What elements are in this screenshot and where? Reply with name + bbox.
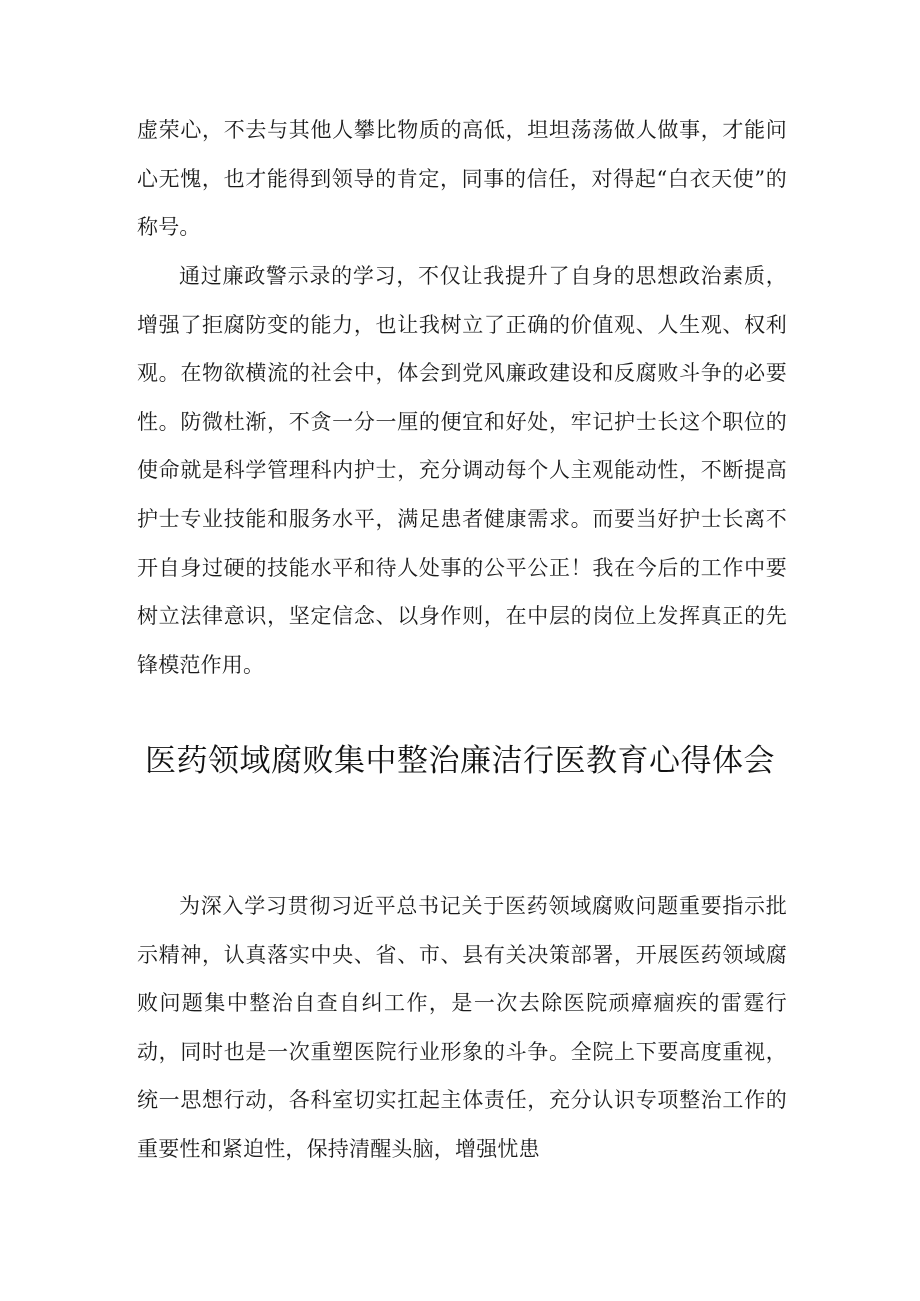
paragraph-continued: 虚荣心，不去与其他人攀比物质的高低，坦坦荡荡做人做事，才能问心无愧，也才能得到领导的肯定，同事的信任，对得起“白衣天使”的称号。 (137, 118, 787, 240)
paragraph-reflection: 通过廉政警示录的学习，不仅让我提升了自身的思想政治素质，增强了拒腐防变的能力，也让我树立了正确的价值观、人生观、权利观。在物欲横流的社会中，体会到党风廉政建设和反腐败斗争的必要性。防微杜渐，不贪一分一厘的便宜和好处，牢记护士长这个职位的使命就是科学管理科内护士，充分调动每个人主观能动性，不断提高护士专业技能和服务水平，满足患者健康需求。而要当好护士长离不开自身过硬的技能水平和待人处事的公平公正！我在今后的工作中要树立法律意识，坚定信念、以身作则，在中层的岗位上发挥真正的先锋模范作用。 (137, 264, 787, 677)
section-title: 医药领域腐败集中整治廉洁行医教育心得体会 (145, 743, 775, 779)
paragraph-intro: 为深入学习贯彻习近平总书记关于医药领域腐败问题重要指示批示精神，认真落实中央、省、市、县有关决策部署，开展医药领域腐败问题集中整治自查自纠工作，是一次去除医院顽瘴痼疾的雷霆行动，同时也是一次重塑医院行业形象的斗争。全院上下要高度重视，统一思想行动，各科室切实扛起主体责任，充分认识专项整治工作的重要性和紧迫性，保持清醒头脑，增强忧患 (137, 894, 787, 1161)
